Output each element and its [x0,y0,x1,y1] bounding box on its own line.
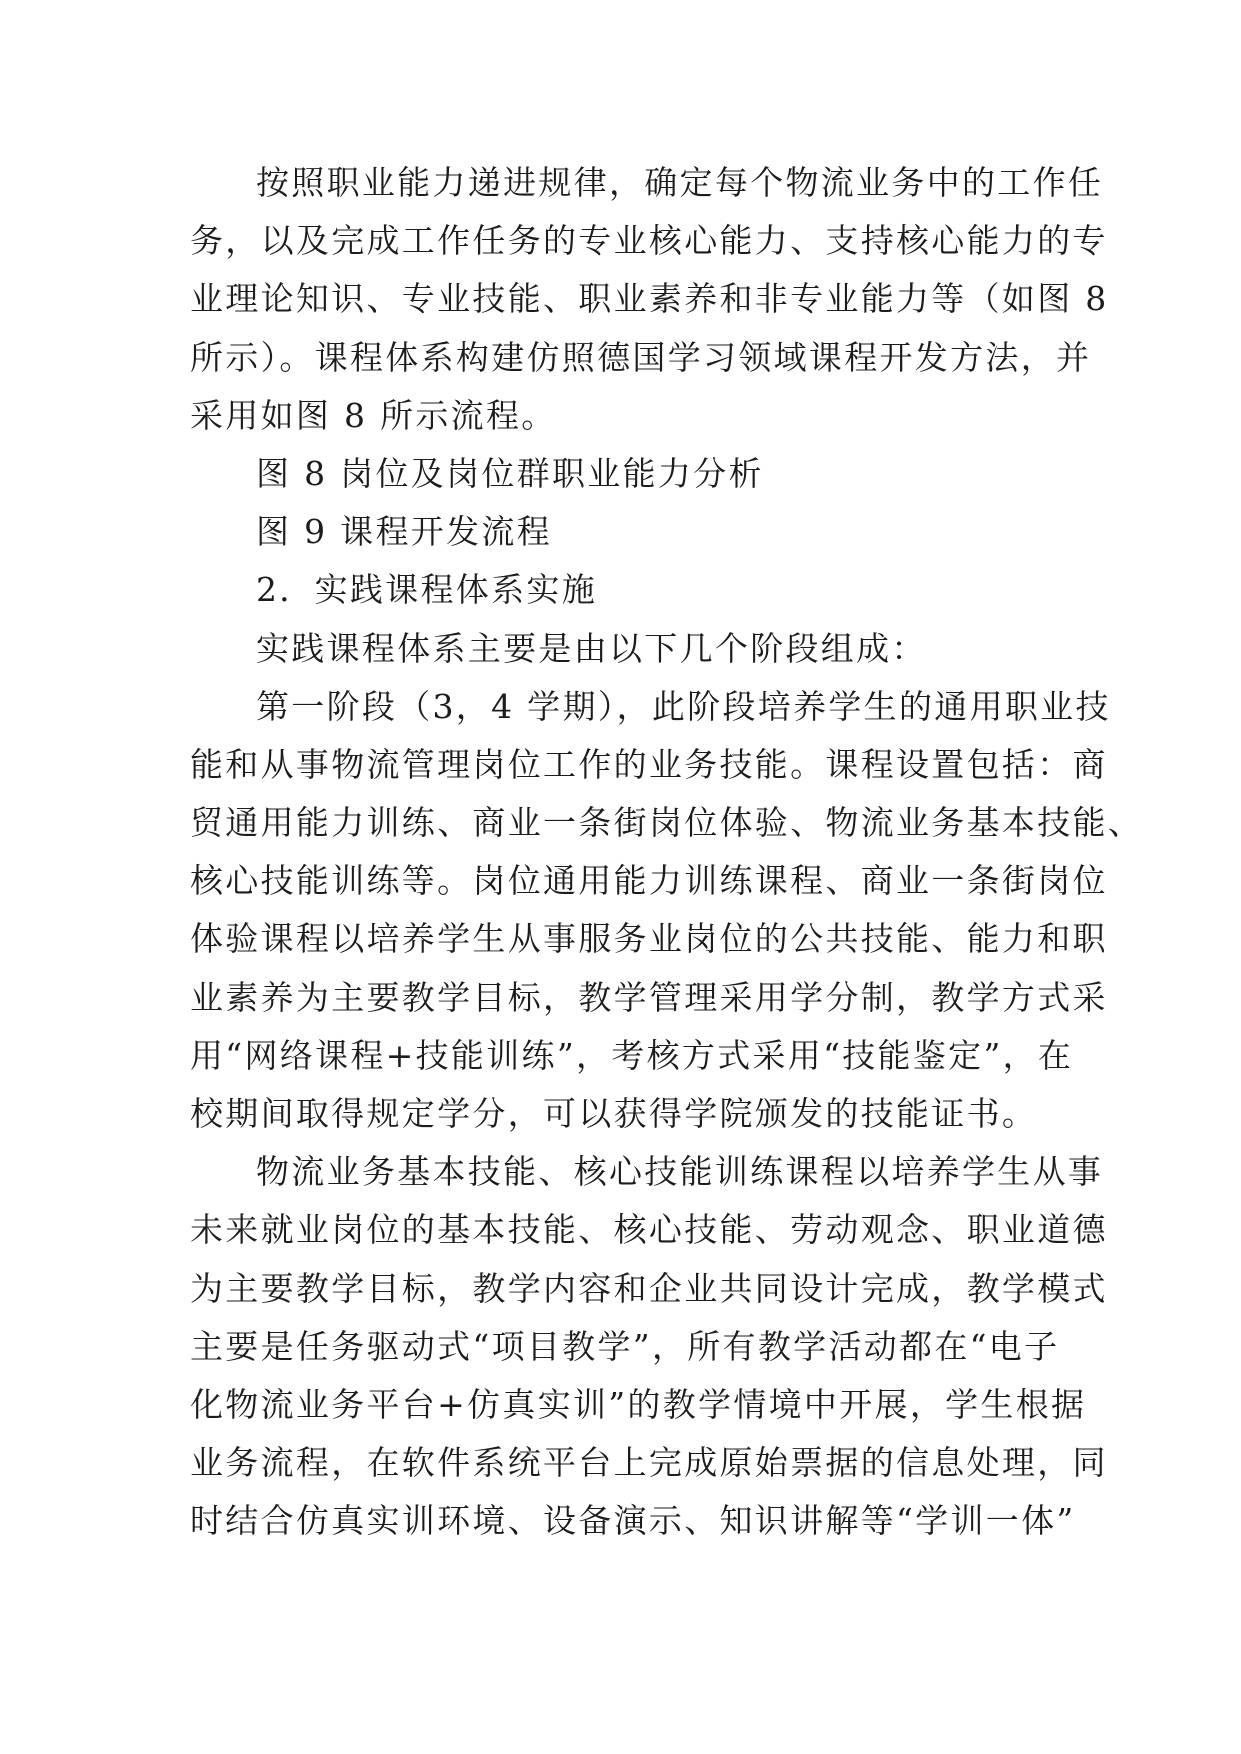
text-line: 业务流程，在软件系统平台上完成原始票据的信息处理，同 [190,1443,1108,1483]
figure-caption: 图 8 岗位及岗位群职业能力分析 [256,453,764,493]
text-line: 化物流业务平台+仿真实训”的教学情境中开展，学生根据 [190,1384,1087,1424]
text-line: 所示）。课程体系构建仿照德国学习领域课程开发方法，并 [190,337,1092,377]
text-line: 贸通用能力训练、商业一条街岗位体验、物流业务基本技能、 [190,803,1144,843]
text-line: 校期间取得规定学分，可以获得学院颁发的技能证书。 [190,1094,1038,1133]
text-line: 能和从事物流管理岗位工作的业务技能。课程设置包括：商 [190,744,1108,784]
body-text [190,154,1144,1551]
text-line: 时结合仿真实训环境、设备演示、知识讲解等“学训一体” [190,1501,1076,1541]
text-line: 采用如图 8 所示流程。 [190,395,557,435]
text-line: 未来就业岗位的基本技能、核心技能、劳动观念、职业道德 [190,1210,1108,1250]
text-line: 体验课程以培养学生从事服务业岗位的公共技能、能力和职 [190,919,1108,959]
text-line: 核心技能训练等。岗位通用能力训练课程、商业一条街岗位 [190,861,1108,901]
text-line: 物流业务基本技能、核心技能训练课程以培养学生从事 [256,1152,1104,1192]
text-line: 为主要教学目标，教学内容和企业共同设计完成，教学模式 [190,1268,1108,1308]
text-line: 务，以及完成工作任务的专业核心能力、支持核心能力的专 [190,221,1108,261]
text-line: 用“网络课程+技能训练”，考核方式采用“技能鉴定”，在 [190,1035,1074,1075]
text-line: 业素养为主要教学目标，教学管理采用学分制，教学方式采 [190,977,1108,1017]
figure-caption: 图 9 课程开发流程 [256,512,552,552]
text-line: 实践课程体系主要是由以下几个阶段组成： [256,628,927,668]
text-line: 按照职业能力递进规律，确定每个物流业务中的工作任 [256,163,1104,202]
section-heading: 2．实践课程体系实施 [256,570,597,610]
text-line: 第一阶段（3，4 学期），此阶段培养学生的通用职业技 [256,686,1111,726]
text-line: 主要是任务驱动式“项目教学”，所有教学活动都在“电子 [190,1326,1060,1366]
text-line: 业理论知识、专业技能、职业素养和非专业能力等（如图 8 [190,279,1109,319]
